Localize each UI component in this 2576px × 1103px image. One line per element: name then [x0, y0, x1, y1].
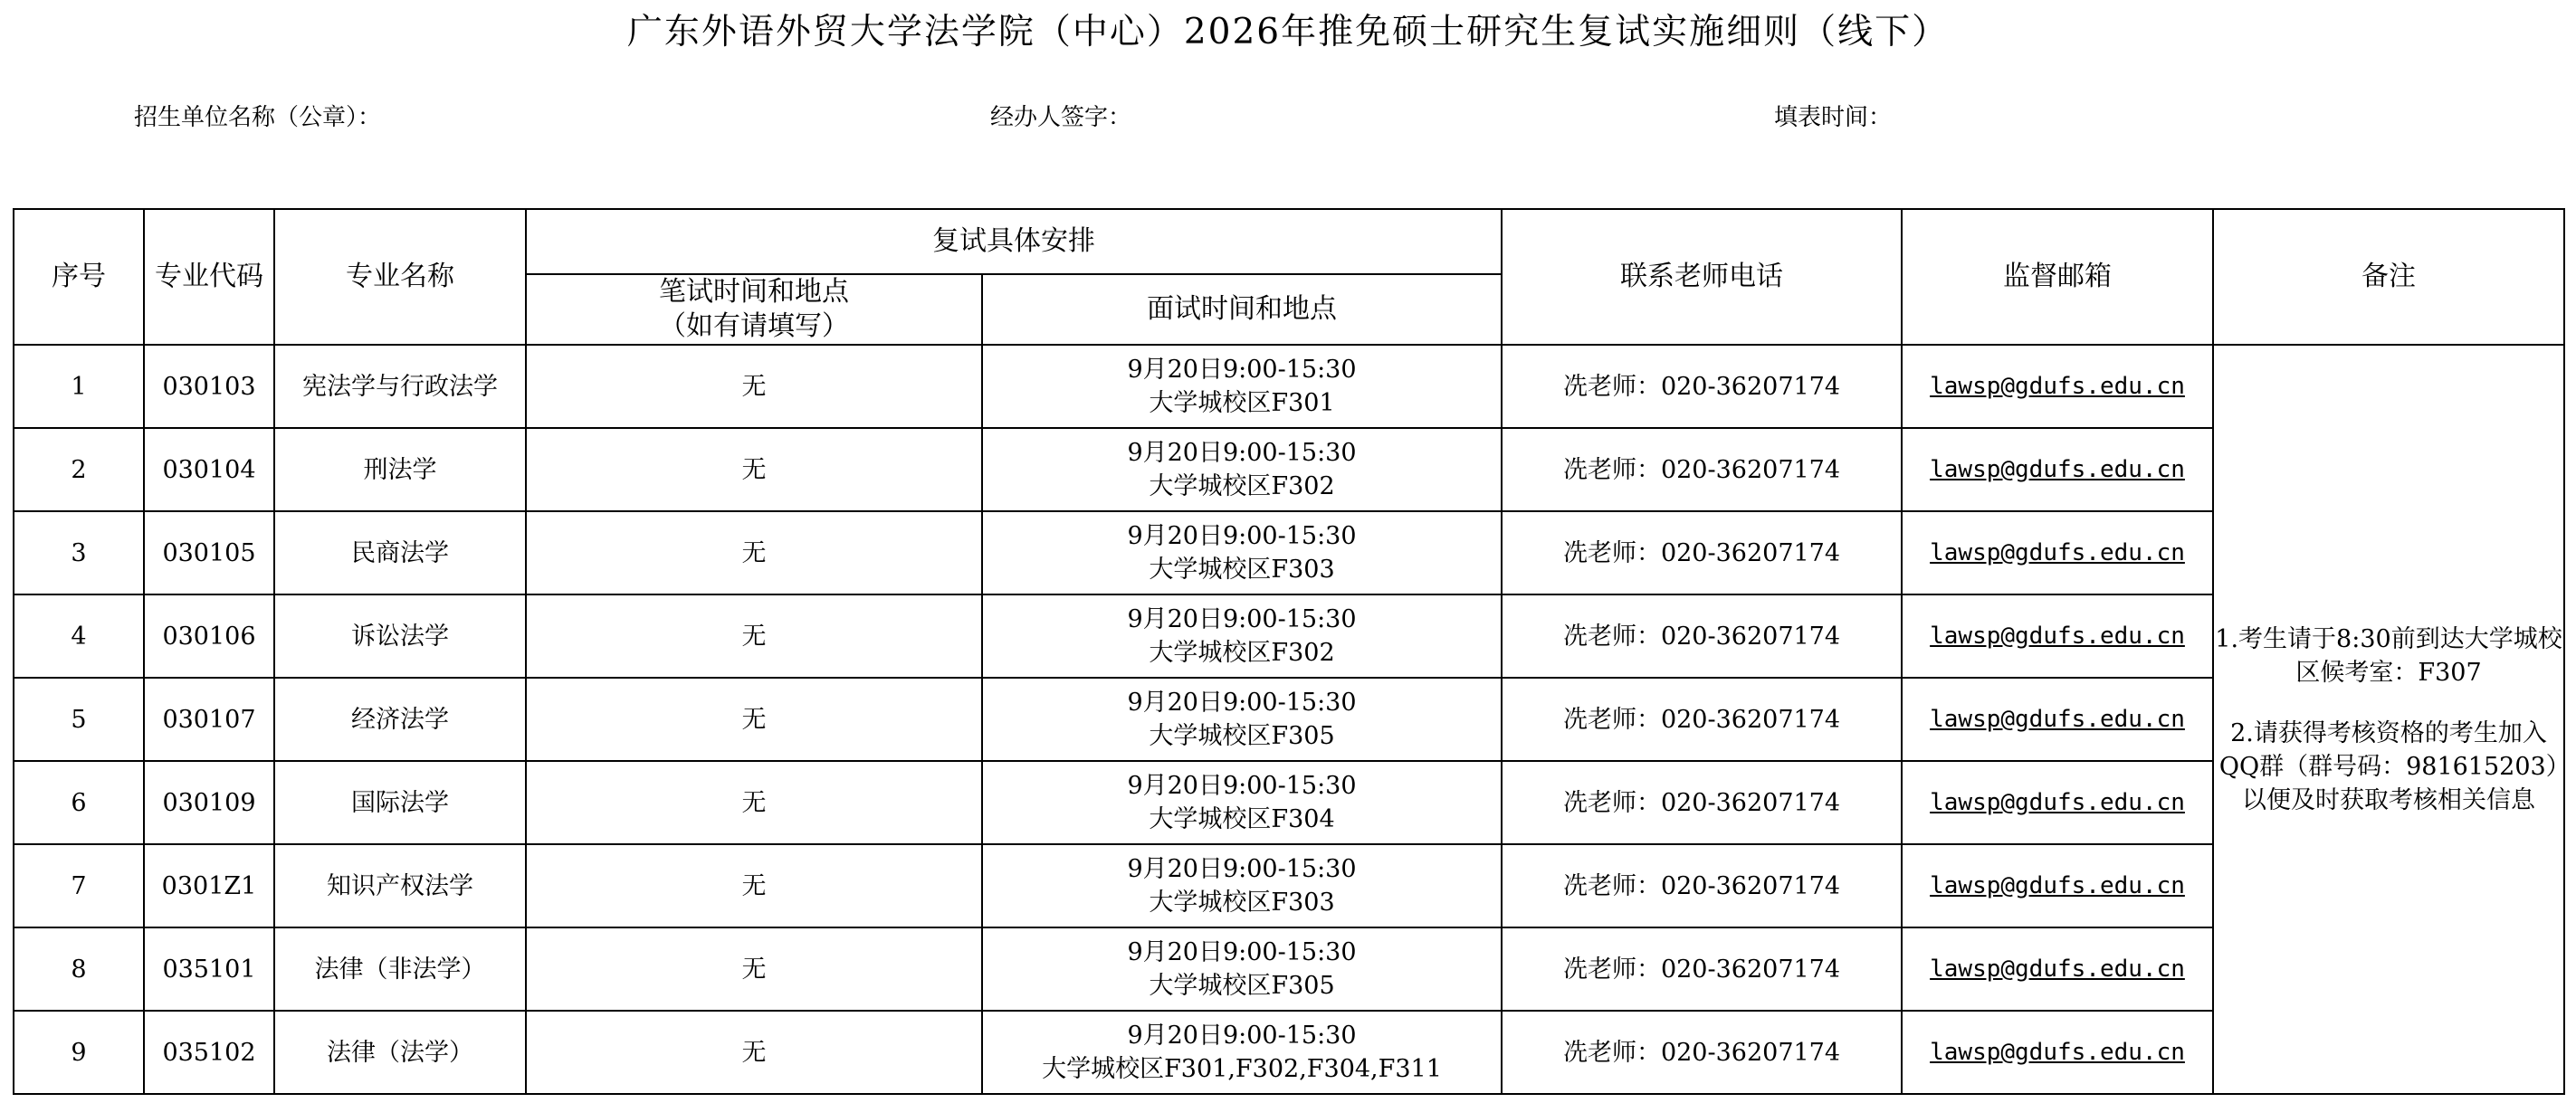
- cell-contact: 冼老师：020-36207174: [1502, 1011, 1902, 1094]
- cell-written: 无: [526, 345, 982, 428]
- cell-name: 民商法学: [274, 511, 526, 594]
- cell-written: 无: [526, 1011, 982, 1094]
- fill-date-label: 填表时间：: [1774, 104, 1893, 131]
- cell-email: [1902, 428, 2213, 511]
- document-title: 广东外语外贸大学法学院（中心）2026年推免硕士研究生复试实施细则（线下）: [626, 12, 1950, 52]
- cell-contact: 冼老师：020-36207174: [1502, 428, 1902, 511]
- interview-time: 9月20日9:00-15:30: [1127, 522, 1357, 550]
- cell-contact: 冼老师：020-36207174: [1502, 345, 1902, 428]
- cell-interview: [982, 844, 1502, 927]
- interview-time: 9月20日9:00-15:30: [1127, 1022, 1357, 1050]
- cell-written: 无: [526, 844, 982, 927]
- header-arrangement: 复试具体安排: [526, 209, 1502, 274]
- header-written: [526, 274, 982, 345]
- cell-seq: 1: [14, 345, 144, 428]
- signer-label: 经办人签字：: [990, 104, 1132, 131]
- cell-contact: 冼老师：020-36207174: [1502, 927, 1902, 1011]
- cell-code: 030109: [144, 761, 274, 844]
- cell-written: 无: [526, 761, 982, 844]
- cell-interview: [982, 428, 1502, 511]
- cell-seq: 6: [14, 761, 144, 844]
- interview-place: 大学城校区F301: [1149, 389, 1335, 417]
- table-row: [14, 761, 2564, 844]
- header-remarks: 备注: [2213, 209, 2564, 345]
- cell-code: 030103: [144, 345, 274, 428]
- cell-remarks: [2213, 345, 2564, 1094]
- interview-place: 大学城校区F302: [1149, 639, 1335, 667]
- email-link[interactable]: lawsp@gdufs.edu.cn: [1930, 539, 2185, 566]
- cell-email: [1902, 1011, 2213, 1094]
- cell-name: 宪法学与行政法学: [274, 345, 526, 428]
- header-email: 监督邮箱: [1902, 209, 2213, 345]
- cell-written: 无: [526, 678, 982, 761]
- interview-place: 大学城校区F302: [1149, 472, 1335, 500]
- header-seq: 序号: [14, 209, 144, 345]
- header-written-line2: （如有请填写）: [659, 310, 849, 342]
- cell-email: [1902, 594, 2213, 678]
- cell-seq: 3: [14, 511, 144, 594]
- email-link[interactable]: lawsp@gdufs.edu.cn: [1930, 373, 2185, 400]
- cell-contact: 冼老师：020-36207174: [1502, 678, 1902, 761]
- interview-time: 9月20日9:00-15:30: [1127, 772, 1357, 800]
- cell-code: 030104: [144, 428, 274, 511]
- interview-place: 大学城校区F303: [1149, 556, 1335, 584]
- cell-seq: 7: [14, 844, 144, 927]
- cell-contact: 冼老师：020-36207174: [1502, 594, 1902, 678]
- cell-interview: [982, 1011, 1502, 1094]
- cell-code: 030107: [144, 678, 274, 761]
- cell-interview: [982, 678, 1502, 761]
- cell-interview: [982, 511, 1502, 594]
- table-row: [14, 678, 2564, 761]
- email-link[interactable]: lawsp@gdufs.edu.cn: [1930, 1039, 2185, 1066]
- email-link[interactable]: lawsp@gdufs.edu.cn: [1930, 706, 2185, 733]
- cell-email: [1902, 345, 2213, 428]
- cell-contact: 冼老师：020-36207174: [1502, 511, 1902, 594]
- cell-interview: [982, 927, 1502, 1011]
- email-link[interactable]: lawsp@gdufs.edu.cn: [1930, 623, 2185, 650]
- schedule-table: [13, 208, 2565, 1095]
- interview-time: 9月20日9:00-15:30: [1127, 356, 1357, 384]
- interview-place: 大学城校区F305: [1149, 972, 1335, 1000]
- cell-written: 无: [526, 594, 982, 678]
- email-link[interactable]: lawsp@gdufs.edu.cn: [1930, 872, 2185, 899]
- table-row: [14, 511, 2564, 594]
- cell-email: [1902, 511, 2213, 594]
- cell-email: [1902, 761, 2213, 844]
- cell-email: [1902, 678, 2213, 761]
- header-contact: 联系老师电话: [1502, 209, 1902, 345]
- email-link[interactable]: lawsp@gdufs.edu.cn: [1930, 456, 2185, 483]
- cell-seq: 2: [14, 428, 144, 511]
- email-link[interactable]: lawsp@gdufs.edu.cn: [1930, 956, 2185, 983]
- remark-note-1: 1.考生请于8:30前到达大学城校区候考室：F307: [2215, 624, 2562, 687]
- cell-written: 无: [526, 428, 982, 511]
- cell-written: 无: [526, 927, 982, 1011]
- cell-code: 030105: [144, 511, 274, 594]
- cell-code: 035101: [144, 927, 274, 1011]
- cell-written: 无: [526, 511, 982, 594]
- cell-name: 法律（非法学）: [274, 927, 526, 1011]
- interview-time: 9月20日9:00-15:30: [1127, 938, 1357, 966]
- unit-name-label: 招生单位名称（公章）：: [134, 104, 382, 131]
- cell-seq: 8: [14, 927, 144, 1011]
- cell-email: [1902, 844, 2213, 927]
- cell-contact: 冼老师：020-36207174: [1502, 844, 1902, 927]
- table-row: [14, 345, 2564, 428]
- remark-note-2: 2.请获得考核资格的考生加入QQ群（群号码：981615203）以便及时获取考核相关信息: [2218, 718, 2559, 814]
- cell-interview: [982, 761, 1502, 844]
- cell-name: 经济法学: [274, 678, 526, 761]
- cell-interview: [982, 345, 1502, 428]
- header-written-line1: 笔试时间和地点: [659, 276, 849, 308]
- table-row: [14, 1011, 2564, 1094]
- header-code: 专业代码: [144, 209, 274, 345]
- table-row: [14, 927, 2564, 1011]
- interview-time: 9月20日9:00-15:30: [1127, 439, 1357, 467]
- interview-time: 9月20日9:00-15:30: [1127, 855, 1357, 883]
- cell-code: 035102: [144, 1011, 274, 1094]
- interview-time: 9月20日9:00-15:30: [1127, 689, 1357, 717]
- cell-name: 知识产权法学: [274, 844, 526, 927]
- interview-place: 大学城校区F305: [1149, 722, 1335, 750]
- interview-time: 9月20日9:00-15:30: [1127, 605, 1357, 633]
- interview-place: 大学城校区F301,F302,F304,F311: [1042, 1055, 1442, 1083]
- cell-code: 0301Z1: [144, 844, 274, 927]
- table-row: [14, 428, 2564, 511]
- cell-name: 法律（法学）: [274, 1011, 526, 1094]
- cell-name: 诉讼法学: [274, 594, 526, 678]
- header-interview: 面试时间和地点: [982, 274, 1502, 345]
- cell-code: 030106: [144, 594, 274, 678]
- cell-seq: 4: [14, 594, 144, 678]
- cell-email: [1902, 927, 2213, 1011]
- cell-name: 国际法学: [274, 761, 526, 844]
- cell-seq: 9: [14, 1011, 144, 1094]
- header-name: 专业名称: [274, 209, 526, 345]
- table-row: [14, 594, 2564, 678]
- email-link[interactable]: lawsp@gdufs.edu.cn: [1930, 789, 2185, 816]
- cell-contact: 冼老师：020-36207174: [1502, 761, 1902, 844]
- interview-place: 大学城校区F303: [1149, 889, 1335, 917]
- cell-name: 刑法学: [274, 428, 526, 511]
- interview-place: 大学城校区F304: [1149, 805, 1335, 833]
- cell-seq: 5: [14, 678, 144, 761]
- table-row: [14, 844, 2564, 927]
- cell-interview: [982, 594, 1502, 678]
